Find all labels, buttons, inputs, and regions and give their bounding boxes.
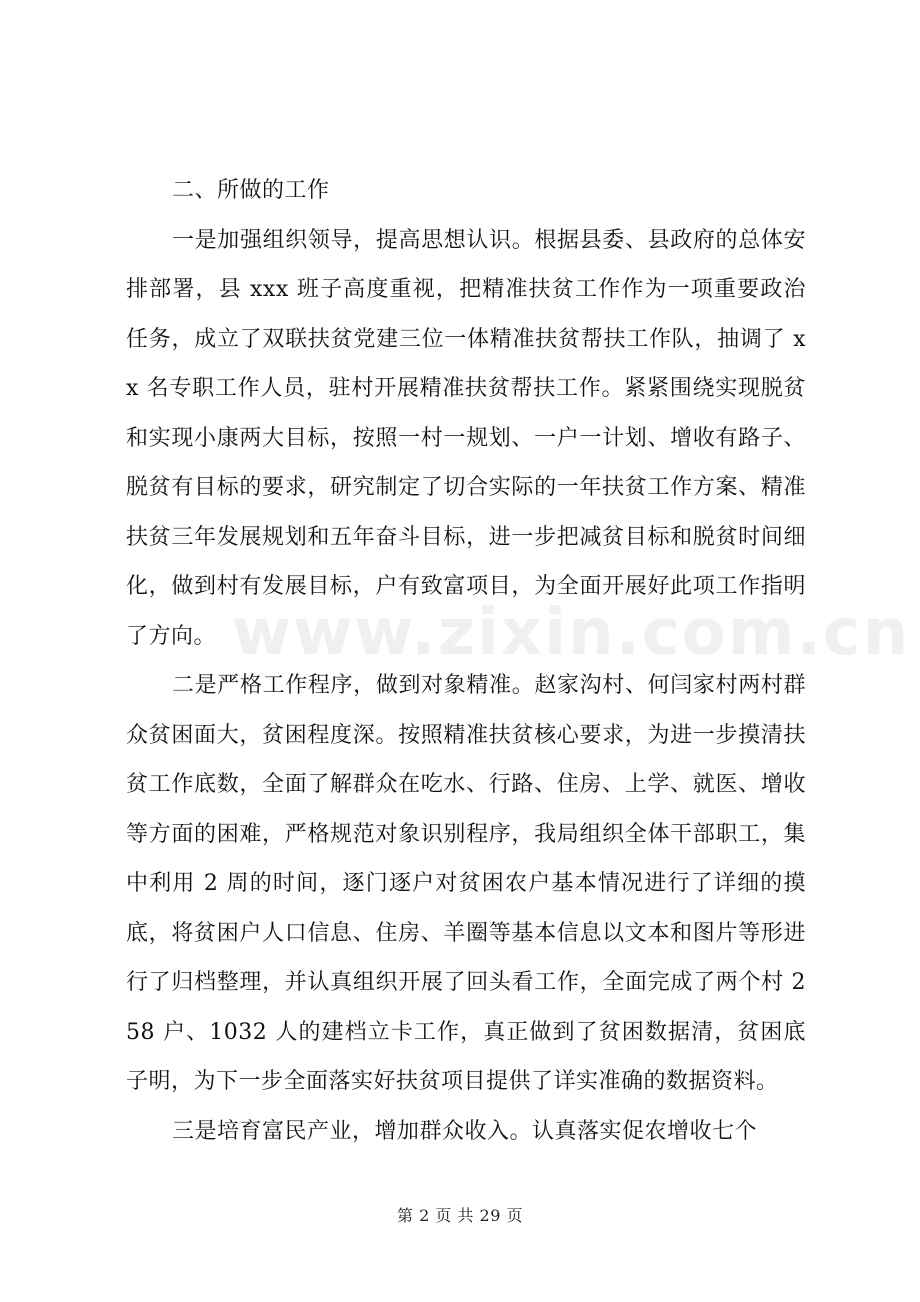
document-body [126, 166, 806, 1156]
paragraph-1: 一是加强组织领导，提高思想认识。根据县委、县政府的总体安排部署，县 xxx 班子高度重视，把精准扶贫工作作为一项重要政治任务，成立了双联扶贫党建三位一体精准扶贫帮扶工作队，抽调了 xx 名专职工作人员，驻村开展精准扶贫帮扶工作。紧紧围绕实现脱贫和实现小康两大目标，按照一村一规划、一户一计划、增收有路子、脱贫有目标的要求，研究制定了切合实际的一年扶贫工作方案、精准扶贫三年发展规划和五年奋斗目标，进一步把减贫目标和脱贫时间细化，做到村有发展目标，户有致富项目，为全面开展好此项工作指明了方向。 [126, 227, 806, 649]
paragraph-2: 二是严格工作程序，做到对象精准。赵家沟村、何闫家村两村群众贫困面大，贫困程度深。按照精准扶贫核心要求，为进一步摸清扶贫工作底数，全面了解群众在吃水、行路、住房、上学、就医、增收等方面的困难，严格规范对象识别程序，我局组织全体干部职工，集中利用 2 周的时间，逐门逐户对贫困农户基本情况进行了详细的摸底，将贫困户人口信息、住房、羊圈等基本信息以文本和图片等形进行了归档整理，并认真组织开展了回头看工作，全面完成了两个村 258 户、1032 人的建档立卡工作，真正做到了贫困数据清，贫困底子明，为下一步全面落实好扶贫项目提供了详实准确的数据资料。 [126, 673, 806, 1094]
watermark: www.zixin.com.cn [232, 596, 911, 670]
section-heading: 二、所做的工作 [172, 178, 330, 203]
page-number-footer: 第 2 页 共 29 页 [397, 1206, 523, 1225]
paragraph-3: 三是培育富民产业，增加群众收入。认真落实促农增收七个 [172, 1118, 758, 1144]
